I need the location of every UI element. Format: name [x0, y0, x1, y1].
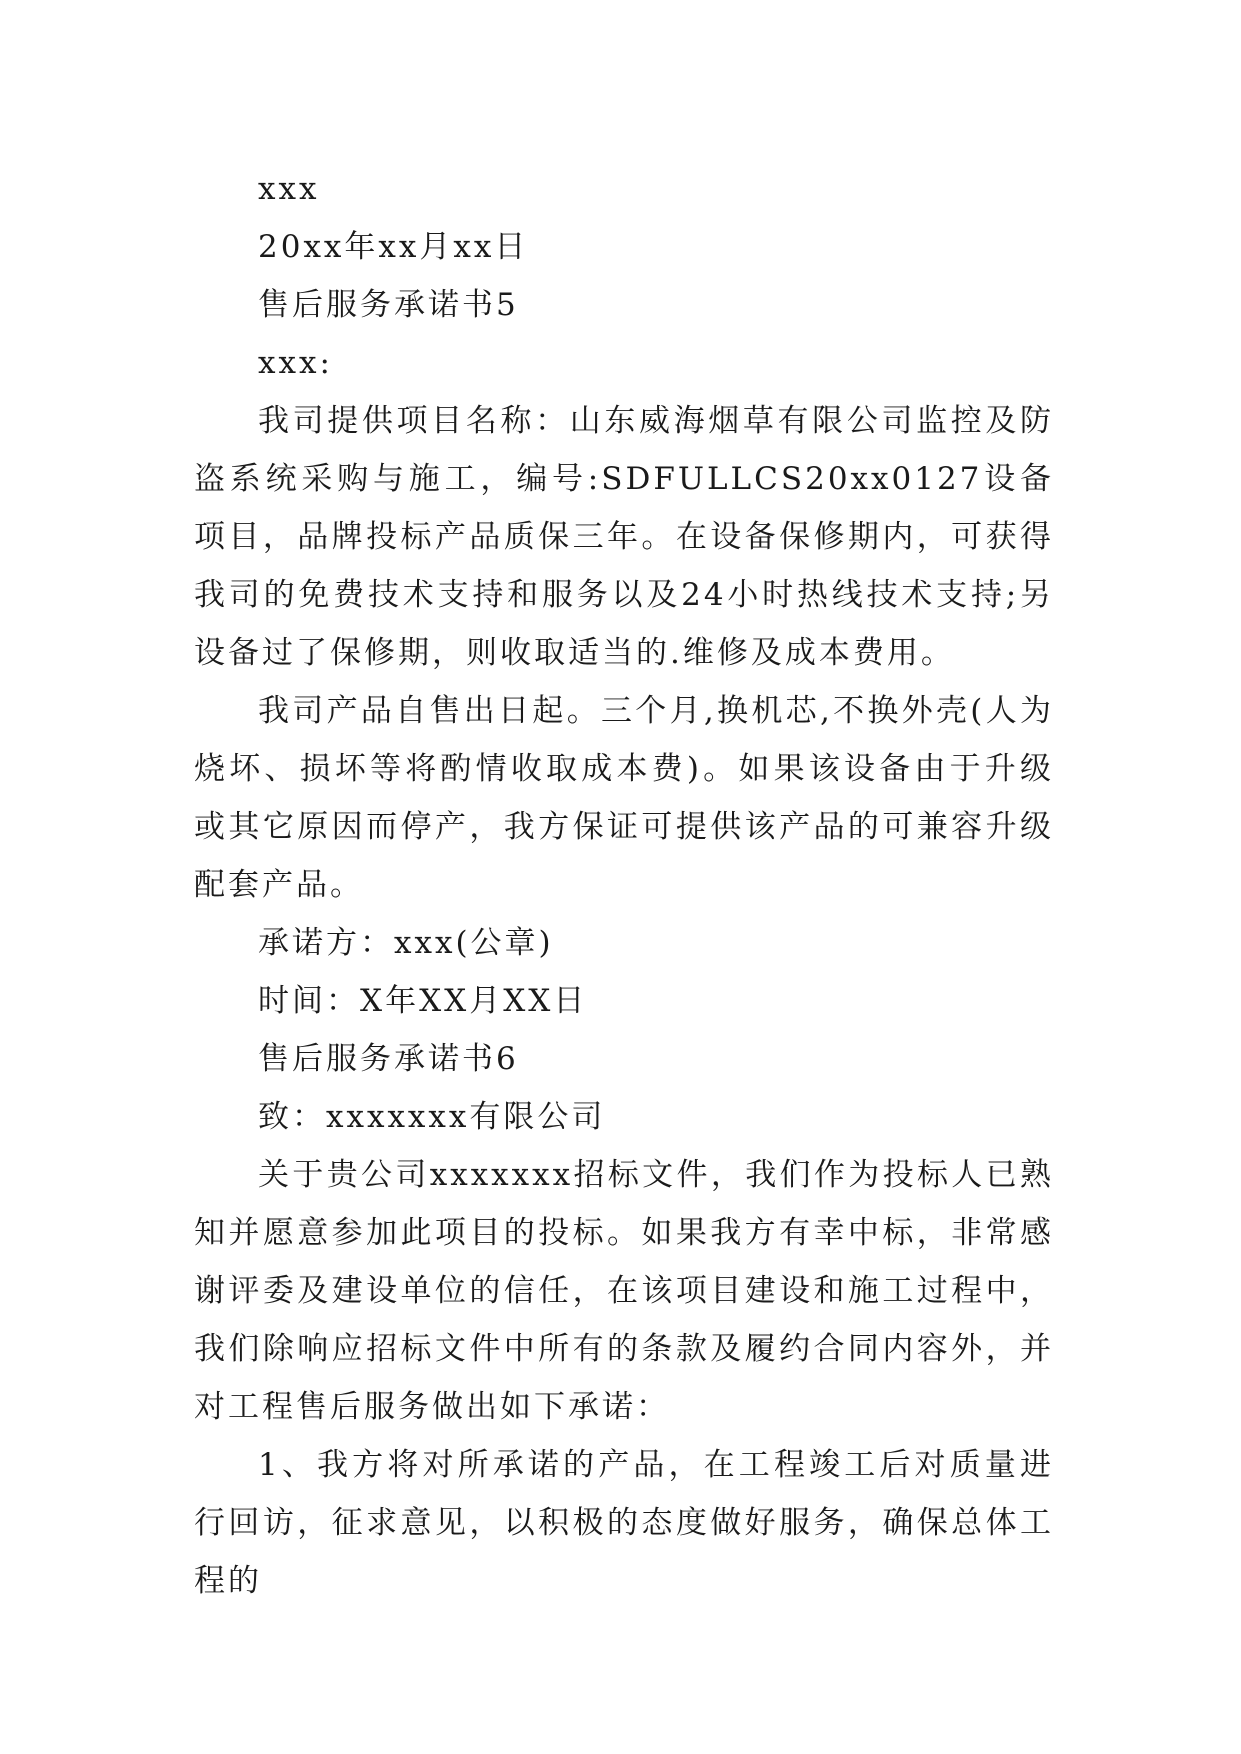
signature-name: xxx — [258, 171, 320, 207]
document-body — [194, 160, 1054, 1610]
salutation-5: xxx: — [258, 345, 333, 381]
section-title-5: 售后服务承诺书5 — [258, 287, 519, 323]
body-paragraph-warranty: 我司提供项目名称：山东威海烟草有限公司监控及防盗系统采购与施工，编号:SDFULLCS20xx0127设备项目，品牌投标产品质保三年。在设备保修期内，可获得我司的免费技术支持和服务以及24小时热线技术支持;另设备过了保修期，则收取适当的.维修及成本费用。 — [194, 403, 1054, 671]
signature-date: 20xx年xx月xx日 — [258, 229, 529, 265]
promisor-line: 承诺方：xxx(公章) — [258, 925, 554, 961]
salutation-6: 致：xxxxxxx有限公司 — [258, 1099, 606, 1135]
body-paragraph-replacement: 我司产品自售出日起。三个月,换机芯,不换外壳(人为烧坏、损坏等将酌情收取成本费)。如果该设备由于升级或其它原因而停产，我方保证可提供该产品的可兼容升级配套产品。 — [194, 693, 1054, 903]
body-paragraph-tender: 关于贵公司xxxxxxx招标文件，我们作为投标人已熟知并愿意参加此项目的投标。如果我方有幸中标，非常感谢评委及建设单位的信任，在该项目建设和施工过程中，我们除响应招标文件中所有的条款及履约合同内容外，并对工程售后服务做出如下承诺： — [194, 1157, 1054, 1425]
body-paragraph-item-1: 1、我方将对所承诺的产品，在工程竣工后对质量进行回访，征求意见，以积极的态度做好服务，确保总体工程的 — [194, 1447, 1054, 1599]
promise-date-line: 时间：X年XX月XX日 — [258, 983, 588, 1019]
section-title-6: 售后服务承诺书6 — [258, 1041, 519, 1077]
